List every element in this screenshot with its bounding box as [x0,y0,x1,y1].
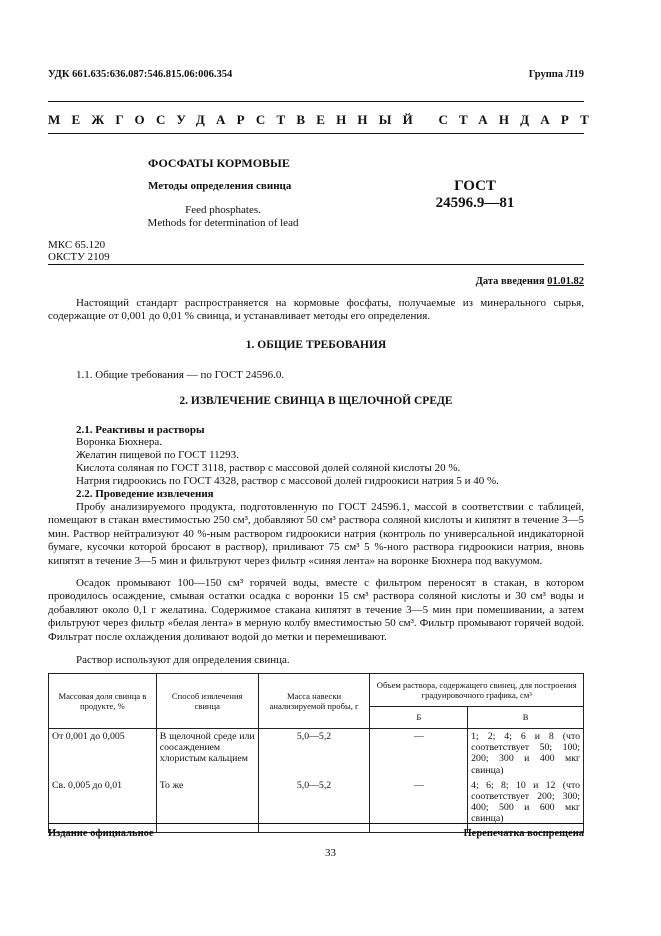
codes-rule [48,264,584,265]
col-header-v: В [468,707,584,729]
document-subtitle: Методы определения свинца [148,180,292,192]
cell-fraction: От 0,001 до 0,005 [49,729,157,778]
cell-volume-v: 4; 6; 8; 10 и 12 (что соответствует 200; 300; 400; 500 и 600 мкг свинца) [468,778,584,833]
cell-volume-b: — [370,778,468,833]
gost-label: ГОСТ [454,178,496,194]
col-header-b: Б [370,707,468,729]
intro-date-value: 01.01.82 [547,276,584,287]
cell-volume-b: — [370,729,468,778]
udk-code: УДК 661.635:636.087:546.815.06:006.354 [48,69,233,80]
cell-mass: 5,0—5,2 [258,778,370,833]
reagent-item: Кислота соляная по ГОСТ 3118, раствор с массовой долей соляной кислоты 20 %. [76,462,461,474]
cell-volume-v: 1; 2; 4; 6 и 8 (что соответствует 50; 100; 200; 300 и 400 мкг свинца) [468,729,584,778]
okstu-code: ОКСТУ 2109 [48,250,110,263]
reagent-item: Желатин пищевой по ГОСТ 11293. [76,449,239,461]
group-code: Группа Л19 [528,69,584,80]
standard-banner: МЕЖГОСУДАРСТВЕННЫЙ СТАНДАРТ [48,112,601,127]
cell-method: В щелочной среде или соосаждением хлористым кальцием [156,729,258,778]
col-header-volume: Объем раствора, содержащего свинец, для построения градуировочного графика, см³ [370,674,584,707]
col-header-fraction: Массовая доля свинца в продукте, % [49,674,157,729]
reagent-item: Воронка Бюхнера. [76,436,163,448]
procedure-paragraph-3: Раствор используют для определения свинца. [76,654,290,666]
cell-method: То же [156,778,258,833]
banner-rule [48,133,584,134]
english-title [138,204,308,230]
document-title: ФОСФАТЫ КОРМОВЫЕ [148,156,290,170]
intro-date-label: Дата введения [475,276,545,287]
gost-number: 24596.9—81 [435,195,515,211]
section1-item: 1.1. Общие требования — по ГОСТ 24596.0. [76,369,285,381]
classification-codes [48,240,110,263]
mks-code: МКС 65.120 [48,239,106,251]
reagent-item: Натрия гидроокись по ГОСТ 4328, раствор с массовой долей гидроокиси натрия 5 и 40 %. [76,475,499,487]
footer-reprint-notice: Перепечатка воспрещена [463,828,584,839]
intro-paragraph: Настоящий стандарт распространяется на кормовые фосфаты, получаемые из минерального сырья, содержащие от 0,001 до 0,01 % свинца, и устанавливает методы его определения. [48,297,584,323]
procedure-heading: 2.2. Проведение извлечения [76,488,214,500]
col-header-method: Способ извлечения свинца [156,674,258,729]
col-header-mass: Масса навески анализируемой пробы, г [258,674,370,729]
calibration-table [48,673,584,833]
cell-fraction: Св. 0,005 до 0,01 [49,778,157,833]
footer-official-edition: Издание официальное [48,828,154,839]
procedure-paragraph-1: Пробу анализируемого продукта, подготовленную по ГОСТ 24596.1, массой в соответствии с таблицей, помещают в стакан вместимостью 250 см³, добавляют 50 см³ раствора соляной кислоты и кипятят в течение 3—5 мин. Раствор нейтрализуют 40 %-ным раствором гидроокиси натрия (контроль по универсальной индикаторной бумаге, кусочки которой бросают в раствор), приливают 75 см³ 5 %-ного раствора гидроокиси натрия, вновь кипятят в течение 3—5 мин и фильтруют через фильтр «синяя лента» на воронке Бюхнера под вакуумом. [48,501,584,567]
table-header-row [49,674,584,707]
section1-heading: 1. ОБЩИЕ ТРЕБОВАНИЯ [245,339,387,351]
english-title-line1: Feed phosphates. [185,204,261,216]
table-row [49,729,584,778]
page-number: 33 [325,847,336,859]
english-title-line2: Methods for determination of lead [147,217,299,229]
gost-designation [420,178,530,212]
intro-date [476,276,584,287]
cell-mass: 5,0—5,2 [258,729,370,778]
top-rule [48,101,584,102]
procedure-paragraph-2: Осадок промывают 100—150 см³ горячей воды, вместе с фильтром переносят в стакан, в котором проводилось осаждение, смывая остатки осадка с воронки 15 см³ раствора соляной кислоты и 30 см³ воды и добавляют около 0,1 г желатина. Содержимое стакана кипятят в течение 3—5 мин при помешивании, а затем фильтруют через фильтр «белая лента» в мерную колбу вместимостью 50 см³. Фильтр промывают горячей водой. Фильтрат после охлаждения доливают водой до метки и перемешивают. [48,577,584,643]
table-row [49,778,584,833]
footer-rule [48,823,584,824]
reagents-heading: 2.1. Реактивы и растворы [76,424,205,436]
section2-heading: 2. ИЗВЛЕЧЕНИЕ СВИНЦА В ЩЕЛОЧНОЙ СРЕДЕ [179,395,453,407]
